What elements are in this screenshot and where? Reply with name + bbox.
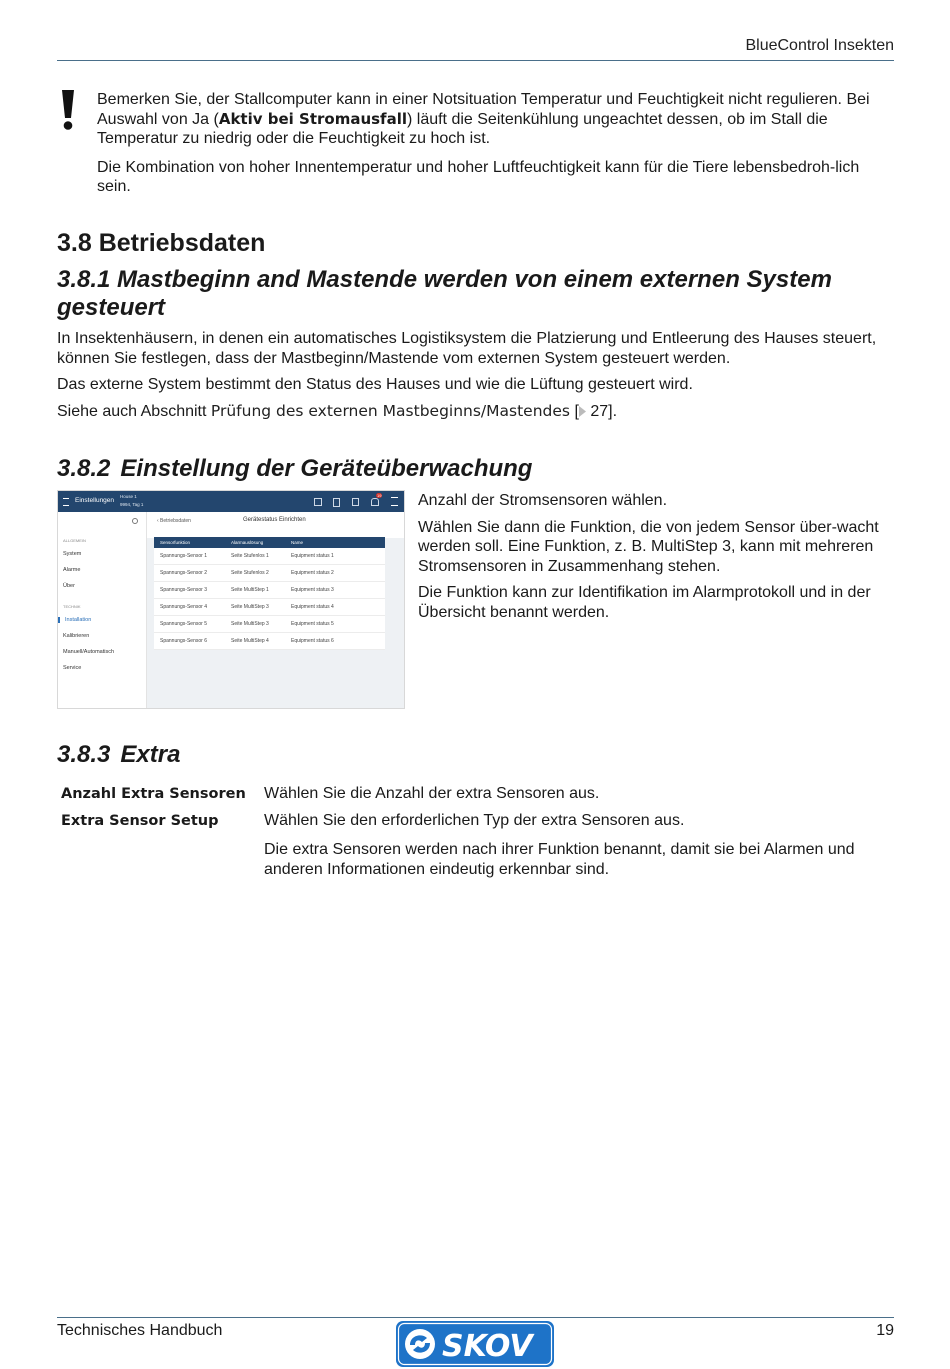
sidebar-item-alarms[interactable]: Alarme: [63, 567, 81, 573]
menu-lines-icon: [391, 497, 398, 506]
table-row[interactable]: [154, 599, 385, 616]
section-heading-3-8-1: 3.8.1 Mastbeginn and Mastende werden von einem externen System gesteuert: [57, 266, 832, 321]
warning-paragraph-2: Die Kombination von hoher Innentemperatur und hoher Luftfeuchtigkeit kann für die Tiere lebensbedroh-lich sein.: [97, 158, 860, 195]
table-cell: Seite MultiStep 3: [231, 621, 269, 627]
exclamation-icon: [59, 88, 77, 132]
table-row[interactable]: [154, 633, 385, 650]
footer-rule: [57, 1317, 894, 1318]
table-row[interactable]: [154, 616, 385, 633]
table-cell: Spannungs-Sensor 6: [160, 638, 207, 644]
table-body: [154, 548, 385, 650]
table-cell: Seite MultiStep 1: [231, 587, 269, 593]
table-cell: Equipment status 2: [291, 570, 334, 576]
sidebar-item-manual-auto[interactable]: Manuell/Automatisch: [63, 649, 115, 655]
section-heading-3-8-3: 3.8.3 Extra: [57, 741, 181, 768]
section-heading-3-8-2: 3.8.2 Einstellung der Geräteüberwachung: [57, 455, 533, 482]
alarm-bell-icon: [371, 498, 379, 506]
sensor-table: [154, 537, 385, 650]
warning-text: [97, 90, 897, 206]
definition-term: Anzahl Extra Sensoren: [61, 786, 246, 802]
table-cell: Seite Stufenlos 2: [231, 570, 269, 576]
sound-icon: [352, 498, 359, 506]
content-title: Gerätestatus Einrichten: [243, 517, 306, 523]
alarm-badge: 19: [377, 493, 382, 498]
sidebar-item-calibrate[interactable]: Kalibrieren: [63, 633, 90, 639]
table-cell: Spannungs-Sensor 3: [160, 587, 207, 593]
cross-reference-link[interactable]: Prüfung des externen Mastbeginns/Mastendes: [210, 401, 570, 420]
table-cell: Spannungs-Sensor 2: [160, 570, 207, 576]
screenshot-main: [147, 512, 404, 708]
warning-paragraph-1: Bemerken Sie, der Stallcomputer kann in einer Notsituation Temperatur und Feuchtigkeit nicht regulieren. Bei Auswahl von Ja (Aktiv bei Stromausfall) läuft die Seitenkühlung ungeachtet dessen, ob im Stall die Temperatur zu niedrig oder die Feuchtigkeit zu hoch ist.: [97, 91, 870, 147]
table-cell: Equipment status 4: [291, 604, 334, 610]
paragraph: In Insektenhäusern, in denen ein automatisches Logistiksystem die Platzierung und Entleerung des Hauses steuert, können Sie festlegen, dass der Mastbeginn/Mastende vom externen System gesteuert werden.: [57, 330, 877, 367]
table-header-cell: Sensorfunktion: [160, 540, 191, 545]
screenshot-topbar: [58, 491, 404, 512]
table-cell: Equipment status 6: [291, 638, 334, 644]
definition-term: Extra Sensor Setup: [61, 813, 219, 829]
definition-description: Wählen Sie die Anzahl der extra Sensoren aus.: [264, 785, 600, 802]
header-title: BlueControl Insekten: [745, 37, 894, 54]
document-icon: [333, 498, 340, 507]
page-reference[interactable]: 27: [585, 402, 609, 420]
home-icon: [314, 498, 322, 506]
table-header-cell: Name: [291, 540, 304, 545]
table-row[interactable]: [154, 548, 385, 565]
table-row[interactable]: [154, 565, 385, 582]
sidebar-item-service[interactable]: Service: [63, 665, 82, 671]
paragraph: Siehe auch Abschnitt Prüfung des externen Mastbeginns/Mastendes [ 27].: [57, 401, 618, 420]
paragraph: Anzahl der Stromsensoren wählen.: [418, 492, 668, 509]
screenshot-title: Einstellungen: [75, 497, 115, 504]
sidebar-item-installation[interactable]: Installation: [58, 617, 148, 623]
table-cell: Spannungs-Sensor 4: [160, 604, 207, 610]
screenshot-content-header: [147, 512, 404, 538]
search-icon: [132, 518, 138, 524]
house-label: House 1: [120, 494, 137, 499]
header-rule: [57, 60, 894, 61]
play-triangle-icon: [579, 406, 586, 417]
table-cell: Seite MultiStep 3: [231, 604, 269, 610]
svg-text:SKOV: SKOV: [442, 1329, 533, 1364]
table-header: [154, 537, 385, 548]
sidebar-item-about[interactable]: Über: [63, 583, 75, 589]
table-header-cell: Alarmauslösung: [231, 540, 264, 545]
table-cell: Equipment status 1: [291, 553, 334, 559]
screenshot-sidebar: [58, 512, 147, 708]
table-cell: Equipment status 3: [291, 587, 334, 593]
definition-description: Wählen Sie den erforderlichen Typ der extra Sensoren aus.: [264, 812, 685, 829]
footer-title: Technisches Handbuch: [57, 1322, 223, 1339]
table-row[interactable]: [154, 582, 385, 599]
definition-note: Die extra Sensoren werden nach ihrer Funktion benannt, damit sie bei Alarmen und anderen Informationen eindeutig erkennbar sind.: [264, 841, 855, 878]
section-heading-3-8: 3.8 Betriebsdaten: [57, 229, 266, 257]
table-cell: Seite MultiStep 4: [231, 638, 269, 644]
warning-bold-setting: Aktiv bei Stromausfall: [218, 109, 407, 128]
section-3-8-1-body: [57, 329, 907, 428]
paragraph: Die Funktion kann zur Identifikation im Alarmprotokoll und in der Übersicht benannt werden.: [418, 584, 871, 621]
day-label: 9994, Tag 1: [120, 502, 144, 507]
table-cell: Spannungs-Sensor 5: [160, 621, 207, 627]
paragraph: Das externe System bestimmt den Status des Hauses und wie die Lüftung gesteuert wird.: [57, 376, 693, 393]
table-cell: Equipment status 5: [291, 621, 334, 627]
sidebar-item-system[interactable]: System: [63, 551, 82, 557]
skov-logo: [396, 1321, 554, 1367]
table-cell: Seite Stufenlos 1: [231, 553, 269, 559]
table-cell: Spannungs-Sensor 1: [160, 553, 207, 559]
paragraph: Wählen Sie dann die Funktion, die von jedem Sensor über-wacht werden soll. Eine Funktion, z. B. MultiStep 3, kann mit mehreren Stromsensoren in Zusammenhang stehen.: [418, 518, 879, 575]
page-number: 19: [876, 1322, 894, 1339]
sidebar-group-general: ALLGEMEIN: [63, 538, 86, 543]
settings-screenshot: [57, 490, 405, 709]
menu-icon: [63, 498, 69, 506]
section-3-8-2-body: [418, 491, 888, 629]
back-link[interactable]: ‹ Betriebsdaten: [157, 518, 191, 524]
sidebar-group-technik: TECHNIK: [63, 604, 81, 609]
